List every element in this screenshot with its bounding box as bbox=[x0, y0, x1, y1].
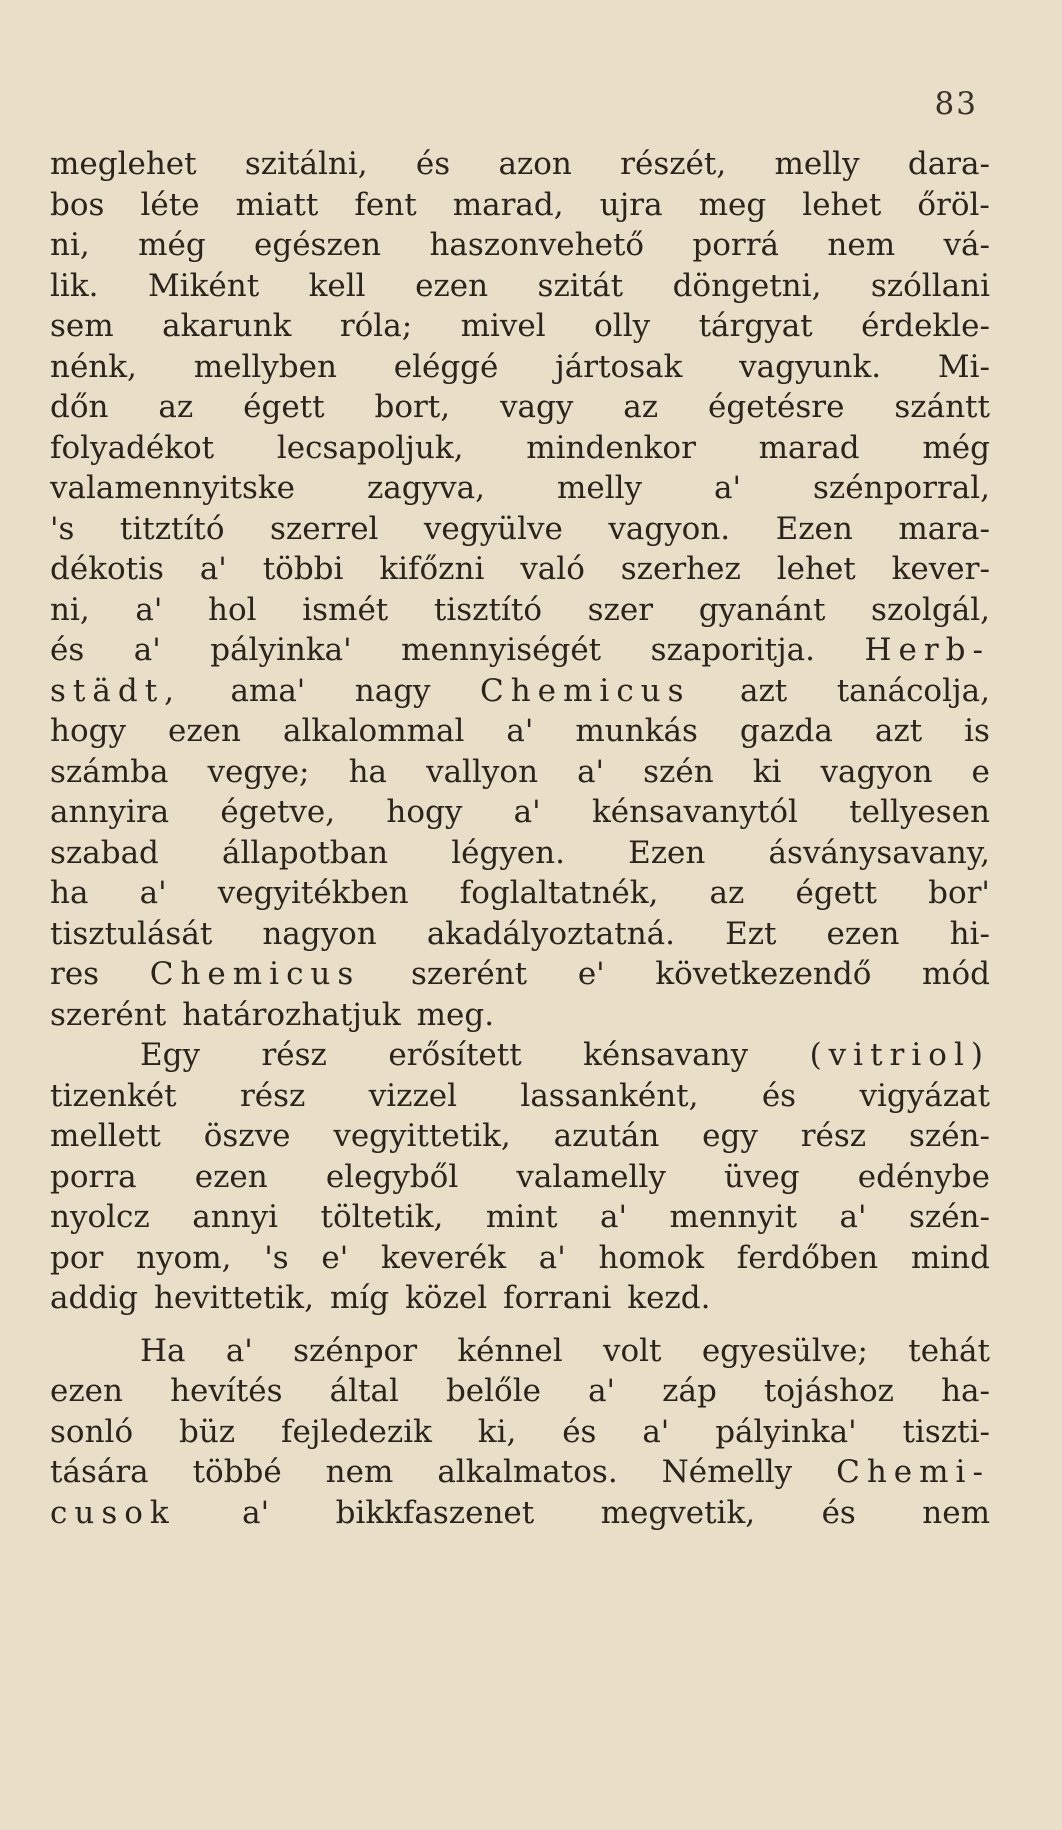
word: sonló bbox=[50, 1413, 134, 1450]
word: ama' bbox=[230, 672, 306, 709]
word: Ezen bbox=[775, 510, 853, 547]
word: Ezen bbox=[628, 834, 706, 871]
word: ásványsavany, bbox=[768, 834, 990, 871]
word: mindenkor bbox=[526, 429, 696, 466]
word: szolgál, bbox=[871, 591, 990, 628]
word: nem bbox=[325, 1454, 394, 1490]
word: kifőzni bbox=[379, 551, 485, 587]
text-line bbox=[50, 428, 990, 469]
word: melly bbox=[556, 470, 643, 506]
word: az bbox=[623, 389, 659, 425]
word: nem bbox=[922, 1494, 990, 1531]
word: mennyiségét bbox=[401, 632, 602, 668]
word: kezd. bbox=[627, 1280, 711, 1316]
word: szén- bbox=[908, 1199, 990, 1235]
word: által bbox=[329, 1373, 399, 1409]
word: mara- bbox=[898, 510, 990, 547]
word: szitálni, bbox=[244, 146, 368, 182]
word: eléggé bbox=[393, 348, 499, 385]
word: mellett bbox=[50, 1118, 161, 1154]
word: annyi bbox=[192, 1199, 279, 1235]
word: lehet bbox=[776, 551, 856, 587]
word: tisztulását bbox=[50, 915, 213, 952]
word: és bbox=[562, 1413, 597, 1450]
text-line bbox=[50, 792, 990, 833]
word: még bbox=[138, 227, 206, 263]
word: mód bbox=[922, 956, 990, 992]
word: szántt bbox=[894, 389, 990, 425]
word: és bbox=[821, 1494, 856, 1531]
word: Ezt bbox=[725, 915, 777, 952]
word: mennyit bbox=[669, 1199, 798, 1235]
word: szerént bbox=[50, 996, 167, 1033]
word: a' bbox=[714, 470, 742, 506]
word: jártosak bbox=[555, 348, 683, 385]
word: akadályoztatná. bbox=[426, 915, 676, 952]
word: a' bbox=[839, 1199, 867, 1235]
word: légyen. bbox=[451, 834, 565, 871]
word: tellyesen bbox=[849, 794, 990, 830]
word: határozhatjuk bbox=[182, 996, 401, 1033]
word: res bbox=[50, 956, 100, 992]
word: akarunk bbox=[162, 308, 292, 344]
word: kever- bbox=[891, 551, 990, 587]
word: töltetik, bbox=[320, 1199, 444, 1235]
word: a' bbox=[242, 1494, 270, 1531]
word: többi bbox=[262, 551, 344, 587]
text-line bbox=[50, 630, 990, 671]
word: Chemicus bbox=[149, 956, 361, 992]
text-line bbox=[50, 266, 990, 307]
word: homok bbox=[598, 1239, 704, 1276]
word: szénpor bbox=[293, 1332, 418, 1369]
word: porra bbox=[50, 1158, 137, 1195]
word: bos bbox=[50, 186, 105, 223]
word: a' bbox=[642, 1413, 670, 1450]
word: érdekle- bbox=[861, 308, 990, 344]
word: számba bbox=[50, 753, 169, 790]
word: Némelly bbox=[661, 1454, 793, 1490]
word: nyom, bbox=[136, 1239, 232, 1276]
word: bort, bbox=[374, 389, 451, 425]
word: vegyülve bbox=[423, 510, 563, 547]
word: ujra bbox=[599, 186, 663, 223]
text-line bbox=[50, 1331, 990, 1372]
word: a' bbox=[225, 1332, 253, 1369]
word: edénybe bbox=[857, 1158, 990, 1195]
word: Mi- bbox=[937, 348, 990, 385]
word: ha bbox=[348, 753, 388, 790]
text-line bbox=[50, 1197, 990, 1238]
word: hevittetik, bbox=[153, 1280, 314, 1316]
word: fejledezik bbox=[281, 1413, 432, 1450]
text-line bbox=[50, 509, 990, 550]
word: keverék bbox=[381, 1239, 506, 1276]
word: mellyben bbox=[193, 348, 337, 385]
word: hogy bbox=[50, 713, 126, 749]
word: marad bbox=[758, 429, 860, 466]
word: kénsavanytól bbox=[591, 794, 798, 830]
word: a' bbox=[513, 794, 541, 830]
word: fent bbox=[354, 186, 417, 223]
word: addig bbox=[50, 1280, 138, 1316]
word: is bbox=[964, 713, 990, 749]
word: meglehet bbox=[50, 146, 197, 182]
word: ni, bbox=[50, 227, 90, 263]
text-line bbox=[50, 347, 990, 388]
word: égett bbox=[243, 389, 325, 425]
word: egy bbox=[702, 1118, 758, 1154]
word: vizzel bbox=[368, 1077, 458, 1114]
word: vigyázat bbox=[859, 1077, 990, 1114]
word: égetve, bbox=[220, 794, 336, 830]
word: hogy bbox=[386, 794, 463, 830]
word: büz bbox=[178, 1413, 236, 1450]
text-line bbox=[50, 1116, 990, 1157]
word: és bbox=[415, 146, 451, 182]
word: ferdőben bbox=[736, 1239, 879, 1276]
word: nyolcz bbox=[50, 1199, 150, 1235]
word: belőle bbox=[445, 1373, 541, 1409]
text-line bbox=[50, 995, 990, 1036]
word: szaporitja. bbox=[650, 632, 815, 668]
word: nagy bbox=[354, 672, 431, 709]
word: döngetni, bbox=[672, 267, 822, 304]
word: Ha bbox=[140, 1332, 186, 1369]
word: folyadékot bbox=[50, 429, 215, 466]
word: többé bbox=[192, 1454, 282, 1490]
word: mint bbox=[485, 1199, 558, 1235]
word: hevítés bbox=[170, 1373, 283, 1409]
text-line bbox=[50, 914, 990, 955]
word: azt bbox=[874, 713, 923, 749]
word: szóllani bbox=[870, 267, 990, 304]
word: részét, bbox=[620, 146, 727, 182]
word: szerhez bbox=[620, 551, 741, 587]
word: porrá bbox=[692, 227, 780, 263]
word: e' bbox=[577, 956, 605, 992]
word: kénsavany bbox=[583, 1037, 749, 1073]
body-text bbox=[50, 144, 990, 1533]
text-line bbox=[50, 549, 990, 590]
word: a' bbox=[133, 632, 161, 668]
word: dara- bbox=[907, 146, 990, 182]
word: üveg bbox=[723, 1158, 800, 1195]
word: dékotis bbox=[50, 551, 164, 587]
word: a' bbox=[538, 1239, 566, 1276]
word: az bbox=[158, 389, 194, 425]
word: nem bbox=[827, 227, 896, 263]
text-line bbox=[50, 1238, 990, 1279]
word: öszve bbox=[203, 1118, 291, 1154]
word: 's bbox=[50, 510, 75, 547]
text-line bbox=[50, 144, 990, 185]
word: alkalommal bbox=[282, 713, 465, 749]
word: gyanánt bbox=[698, 591, 826, 628]
word: marad, bbox=[452, 186, 564, 223]
word: sem bbox=[50, 308, 114, 344]
word: ki bbox=[752, 753, 782, 790]
word: 's bbox=[264, 1239, 289, 1276]
text-line bbox=[50, 1035, 990, 1076]
word: vagyon bbox=[820, 753, 933, 790]
word: Miként bbox=[147, 267, 260, 304]
word: alkalmatos. bbox=[437, 1454, 618, 1490]
word: meg. bbox=[416, 996, 495, 1033]
word: ezen bbox=[50, 1373, 123, 1409]
text-line bbox=[50, 873, 990, 914]
text-line bbox=[50, 590, 990, 631]
text-line bbox=[50, 954, 990, 995]
word: ezen bbox=[415, 267, 489, 304]
text-line bbox=[50, 1493, 990, 1534]
word: titztító bbox=[119, 510, 225, 547]
word: bor' bbox=[928, 875, 990, 911]
word: szabad bbox=[50, 834, 159, 871]
text-line bbox=[50, 752, 990, 793]
page-number: 83 bbox=[934, 86, 978, 122]
word: elegyből bbox=[325, 1158, 459, 1195]
word: róla; bbox=[339, 308, 413, 344]
word: (vitriol) bbox=[809, 1037, 990, 1073]
word: melly bbox=[774, 146, 860, 182]
word: vagy bbox=[500, 389, 574, 425]
word: lik. bbox=[50, 267, 99, 304]
word: és bbox=[50, 632, 85, 668]
word: azt bbox=[739, 672, 788, 709]
word: megvetik, bbox=[600, 1494, 756, 1531]
word: a' bbox=[139, 875, 167, 911]
word: tizenkét bbox=[50, 1077, 177, 1114]
word: ki, bbox=[477, 1413, 517, 1450]
word: miatt bbox=[235, 186, 319, 223]
word: valamennyitske bbox=[50, 470, 295, 506]
word: erősített bbox=[388, 1037, 522, 1073]
text-line bbox=[50, 185, 990, 226]
word: zagyva, bbox=[366, 470, 485, 506]
word: rész bbox=[261, 1037, 327, 1073]
word: vegye; bbox=[207, 753, 310, 790]
word: a' bbox=[199, 551, 227, 587]
word: vegyittetik, bbox=[333, 1118, 511, 1154]
word: kénnel bbox=[457, 1332, 563, 1369]
text-line bbox=[50, 1278, 990, 1319]
word: ezen bbox=[826, 915, 900, 952]
word: Chemi- bbox=[836, 1454, 990, 1490]
word: tására bbox=[50, 1454, 149, 1490]
text-line bbox=[50, 671, 990, 712]
word: dőn bbox=[50, 389, 109, 425]
word: égetésre bbox=[708, 389, 845, 425]
word: meg bbox=[698, 186, 767, 223]
word: ha- bbox=[941, 1373, 990, 1409]
word: gazda bbox=[739, 713, 833, 749]
word: Chemicus bbox=[479, 672, 691, 709]
word: städt, bbox=[50, 672, 182, 709]
word: tojáshoz bbox=[763, 1373, 894, 1409]
word: szitát bbox=[537, 267, 624, 304]
word: a' bbox=[600, 1199, 628, 1235]
text-line bbox=[50, 1157, 990, 1198]
word: foglaltatnék, bbox=[459, 875, 659, 911]
word: a' bbox=[506, 713, 534, 749]
text-line bbox=[50, 1371, 990, 1412]
word: az bbox=[709, 875, 745, 911]
word: lehet bbox=[802, 186, 882, 223]
text-line bbox=[50, 1452, 990, 1493]
word: pályinka' bbox=[210, 632, 352, 668]
word: valamelly bbox=[516, 1158, 666, 1195]
word: vá- bbox=[943, 227, 990, 263]
word: egyesülve; bbox=[701, 1332, 868, 1369]
text-line bbox=[50, 387, 990, 428]
word: egészen bbox=[254, 227, 382, 263]
word: ni, bbox=[50, 591, 90, 628]
word: hol bbox=[208, 591, 257, 628]
word: őröl- bbox=[917, 186, 990, 223]
word: lassanként, bbox=[520, 1077, 699, 1114]
word: tanácolja, bbox=[836, 672, 990, 709]
word: míg bbox=[329, 1280, 390, 1316]
word: mivel bbox=[460, 308, 546, 344]
word: cusok bbox=[50, 1494, 176, 1531]
word: olly bbox=[594, 308, 651, 344]
word: szer bbox=[587, 591, 654, 628]
word: azon bbox=[498, 146, 572, 182]
word: hi- bbox=[949, 915, 990, 952]
word: és bbox=[761, 1077, 797, 1114]
word: forrani bbox=[503, 1280, 612, 1316]
word: vagyunk. bbox=[739, 348, 882, 385]
word: vallyon bbox=[426, 753, 539, 790]
word: lecsapoljuk, bbox=[276, 429, 464, 466]
word: való bbox=[520, 551, 585, 587]
word: nagyon bbox=[262, 915, 377, 952]
word: rész bbox=[239, 1077, 306, 1114]
word: égett bbox=[795, 875, 877, 911]
text-line bbox=[50, 306, 990, 347]
word: következendő bbox=[655, 956, 872, 992]
word: tárgyat bbox=[698, 308, 813, 344]
word: Egy bbox=[140, 1037, 200, 1073]
word: szén- bbox=[908, 1118, 990, 1154]
word: mind bbox=[910, 1239, 990, 1276]
word: ezen bbox=[167, 713, 241, 749]
word: szénporral, bbox=[813, 470, 990, 506]
word: ezen bbox=[194, 1158, 268, 1195]
word: vagyon. bbox=[608, 510, 731, 547]
word: kell bbox=[308, 267, 366, 304]
word: közel bbox=[405, 1280, 488, 1316]
word: annyira bbox=[50, 794, 170, 830]
word: e' bbox=[321, 1239, 349, 1276]
word: haszonvehető bbox=[429, 227, 645, 263]
text-line bbox=[50, 833, 990, 874]
word: szerént bbox=[410, 956, 528, 992]
word: tiszti- bbox=[902, 1413, 990, 1450]
paragraph-gap bbox=[50, 1319, 990, 1331]
word: tehát bbox=[908, 1332, 990, 1369]
word: még bbox=[922, 429, 990, 466]
word: bikkfaszenet bbox=[335, 1494, 535, 1531]
word: Herb- bbox=[864, 632, 990, 668]
word: állapotban bbox=[222, 834, 389, 871]
word: pályinka' bbox=[715, 1413, 857, 1450]
word: volt bbox=[602, 1332, 662, 1369]
word: léte bbox=[140, 186, 200, 223]
word: tisztító bbox=[433, 591, 542, 628]
word: a' bbox=[135, 591, 163, 628]
word: munkás bbox=[575, 713, 698, 749]
word: e bbox=[971, 753, 990, 790]
word: záp bbox=[662, 1373, 717, 1409]
word: a' bbox=[588, 1373, 616, 1409]
text-line bbox=[50, 225, 990, 266]
text-line bbox=[50, 711, 990, 752]
word: nénk, bbox=[50, 348, 137, 385]
text-line bbox=[50, 468, 990, 509]
word: ha bbox=[50, 875, 89, 911]
word: szerrel bbox=[269, 510, 379, 547]
word: vegyitékben bbox=[217, 875, 409, 911]
word: a' bbox=[577, 753, 605, 790]
word: azután bbox=[553, 1118, 660, 1154]
text-line bbox=[50, 1412, 990, 1453]
word: szén bbox=[643, 753, 714, 790]
text-line bbox=[50, 1076, 990, 1117]
word: por bbox=[50, 1239, 104, 1276]
word: rész bbox=[800, 1118, 867, 1154]
word: ismét bbox=[302, 591, 389, 628]
